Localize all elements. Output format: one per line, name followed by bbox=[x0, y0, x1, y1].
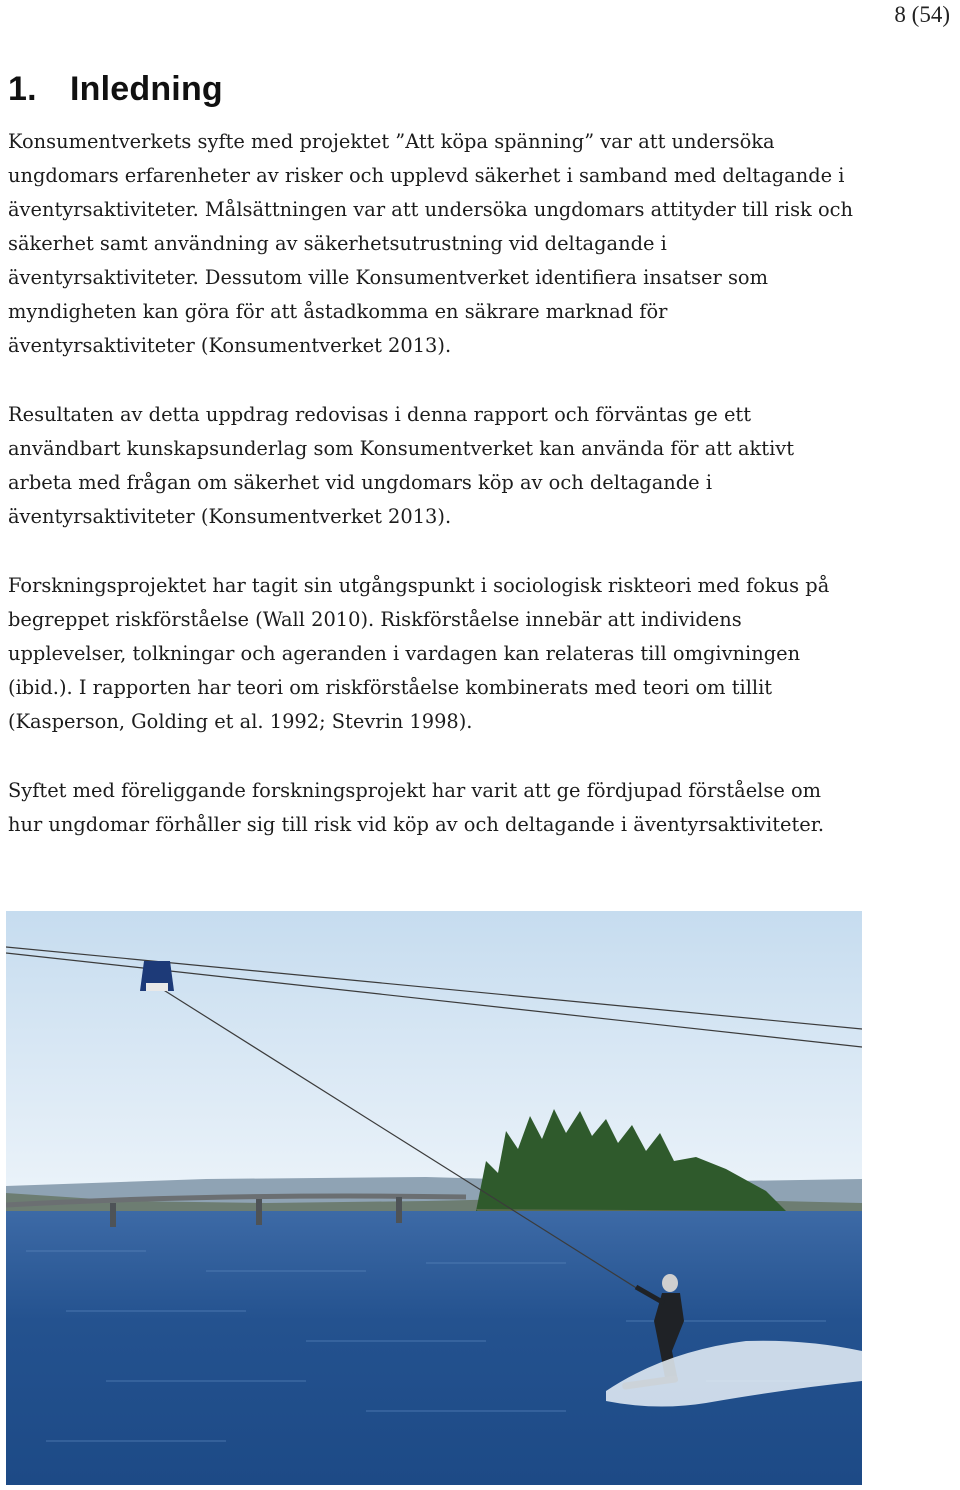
cable-carrier bbox=[140, 961, 174, 991]
sky bbox=[6, 911, 862, 1211]
paragraph: Resultaten av detta uppdrag redovisas i denna rapport och förväntas ge ett användbart kunskapsunderlag som Konsumentverket kan använda för att aktivt arbeta med frågan om säkerhet vid ungdomars köp av och deltagande i äventyrsaktiviteter (Konsumentverket 2013). bbox=[8, 403, 795, 528]
body-text bbox=[8, 125, 860, 877]
page-number: 8 (54) bbox=[894, 2, 950, 27]
paragraph: Forskningsprojektet har tagit sin utgångspunkt i sociologisk riskteori med fokus på begreppet riskförståelse (Wall 2010). Riskförståelse innebär att individens upplevelser, tolkningar och ageranden i vardagen kan relateras till omgivningen (ibid.). I rapporten har teori om riskförståelse kombinerats med teori om tillit (Kasperson, Golding et al. 1992; Stevrin 1998). bbox=[8, 574, 830, 733]
section-title: Inledning bbox=[70, 70, 223, 108]
paragraph: Syftet med föreliggande forskningsprojekt har varit att ge fördjupad förståelse om hur ungdomar förhåller sig till risk vid köp av och deltagande i äventyrsaktiviteter. bbox=[8, 779, 825, 836]
wakeboarding-photo bbox=[6, 911, 862, 1485]
paragraph: Konsumentverkets syfte med projektet ”Att köpa spänning” var att undersöka ungdomars erfarenheter av risker och upplevd säkerhet i samband med deltagande i äventyrsaktiviteter. Målsättningen var att undersöka ungdomars attityder till risk och säkerhet samt användning av säkerhetsutrustning vid deltagande i äventyrsaktiviteter. Dessutom ville Konsumentverket identifiera insatser som myndigheten kan göra för att åstadkomma en säkrare marknad för äventyrsaktiviteter (Konsumentverket 2013). bbox=[8, 130, 853, 357]
section-heading bbox=[8, 70, 223, 109]
section-number: 1. bbox=[8, 70, 37, 108]
